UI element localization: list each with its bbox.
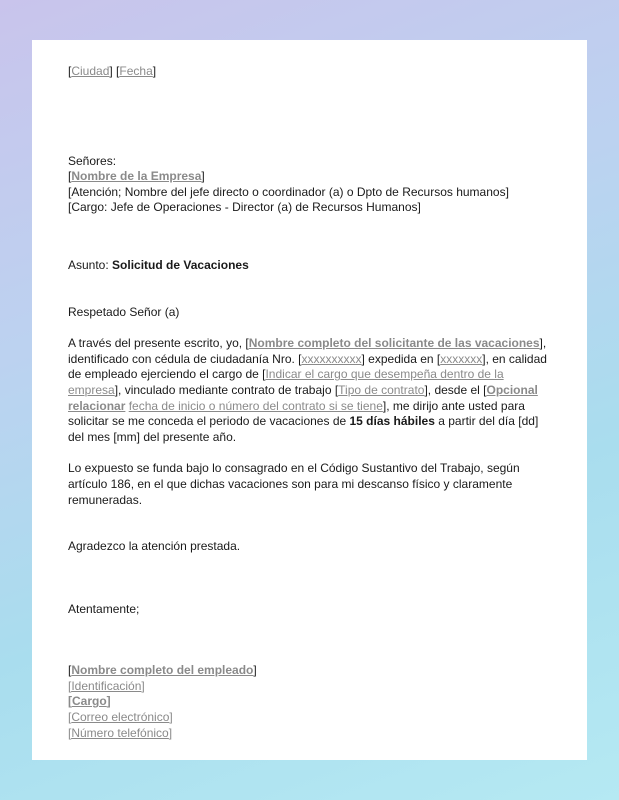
role-line: [Cargo: Jefe de Operaciones - Director (a) de Recursos Humanos]	[68, 200, 421, 215]
applicant-name-placeholder: Nombre completo del solicitante de las vacaciones	[248, 336, 540, 351]
subject-line: Asunto: Solicitud de Vacaciones	[68, 257, 249, 272]
date-placeholder: Fecha	[119, 64, 153, 78]
city-placeholder: Ciudad	[71, 64, 110, 78]
contract-type-placeholder: Tipo de contrato	[338, 382, 425, 397]
company-placeholder: Nombre de la Empresa	[71, 169, 202, 184]
signature-cargo: [Cargo]	[68, 694, 111, 709]
signature-id: [Identificación]	[68, 678, 145, 693]
signature-email: [Correo electrónico]	[68, 710, 173, 725]
body-paragraph-1: A través del presente escrito, yo, [Nombre completo del solicitante de las vacaciones], identificado con cédula de ciudadanía Nro. [xxxxxxxxxx] expedida en [xxxxxxx], en calidad de empleado ejerciendo el cargo de [Indicar el cargo que desempeña dentro de la empresa], vinculado mediante contrato de trabajo [Tipo de contrato], desde el [Opcional relacionar fecha de inicio o número del contrato si se tiene], me dirijo ante usted para solicitar se me conceda el periodo de vacaciones de 15 días hábiles a partir del día [dd] del mes [mm] del presente año.	[68, 336, 547, 444]
subject-text: Solicitud de Vacaciones	[112, 257, 249, 272]
signature-phone: [Número telefónico]	[68, 725, 173, 740]
city-date-line: [Ciudad] [Fecha]	[68, 64, 157, 78]
issue-place-placeholder: xxxxxxx	[440, 351, 483, 366]
job-title-placeholder: Indicar el cargo que desempeña dentro de la empresa	[68, 367, 504, 397]
optional-placeholder: fecha de inicio o número del contrato si se tiene	[128, 398, 383, 413]
letter-content	[68, 64, 551, 741]
salutation: Señores:	[68, 153, 117, 168]
closing-line: Atentamente;	[68, 601, 140, 616]
body-paragraph-2: Lo expuesto se funda bajo lo consagrado en el Código Sustantivo del Trabajo, según artículo 186, en el que dichas vacaciones son para mi descanso físico y claramente remuneradas.	[68, 461, 520, 507]
attention-line: [Atención; Nombre del jefe directo o coordinador (a) o Dpto de Recursos humanos]	[68, 184, 509, 199]
greeting: Respetado Señor (a)	[68, 304, 180, 319]
id-number-placeholder: xxxxxxxxxx	[301, 351, 362, 366]
signature-name: [Nombre completo del empleado]	[68, 663, 257, 678]
vacation-days: 15 días hábiles	[349, 414, 435, 429]
thanks-line: Agradezco la atención prestada.	[68, 539, 241, 554]
document-page	[32, 40, 587, 760]
company-line: [Nombre de la Empresa]	[68, 169, 205, 184]
optional-placeholder-bold: Opcional relacionar	[68, 382, 538, 413]
